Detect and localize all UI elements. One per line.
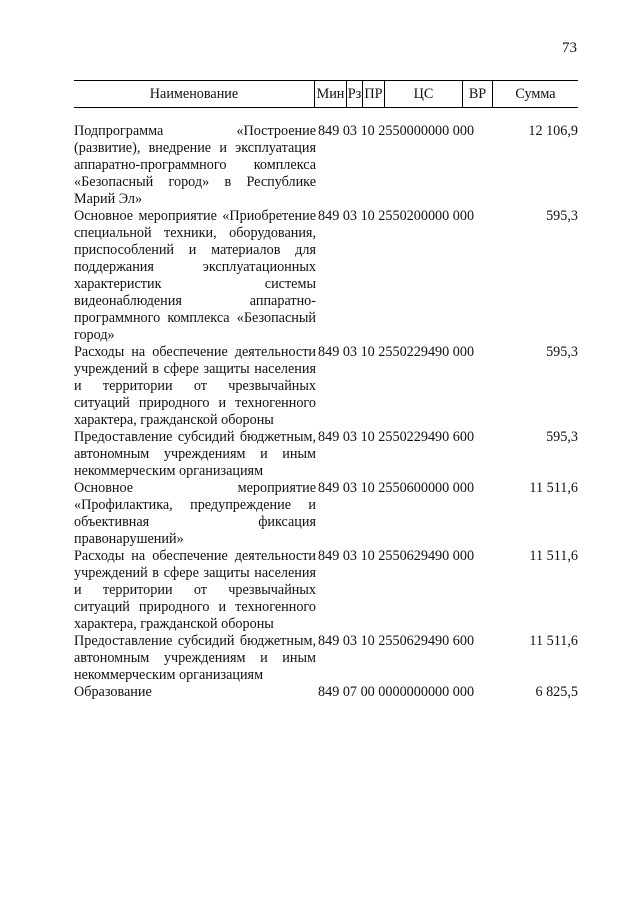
row-sum: 595,3: [546, 429, 578, 445]
row-sum: 11 511,6: [529, 548, 578, 564]
row-cs: 2550229490: [378, 344, 450, 360]
row-rz: 03: [342, 480, 358, 496]
header-vr: ВР: [462, 81, 492, 107]
row-name: Подпрограмма «Построение (развитие), внедрение и эксплуатация аппаратно-программного комплекса «Безопасный город» в Республике Марий Эл»: [74, 123, 316, 207]
row-rz: 07: [342, 684, 358, 700]
row-pr: 10: [360, 208, 375, 224]
row-vr: 000: [452, 548, 475, 564]
row-cs: 2550629490: [378, 548, 450, 564]
row-codes: [318, 480, 498, 497]
table-row: [74, 480, 578, 548]
row-min: 849: [318, 548, 340, 564]
row-name: Расходы на обеспечение деятельности учреждений в сфере защиты населения и территории от чрезвычайных ситуаций природного и техногенного характера, гражданской обороны: [74, 344, 316, 428]
page-number: 73: [562, 40, 577, 56]
row-pr: 10: [360, 633, 375, 649]
table-row: [74, 208, 578, 344]
row-vr: 000: [452, 344, 475, 360]
row-vr: 000: [452, 480, 475, 496]
row-rz: 03: [342, 208, 358, 224]
row-sum: 6 825,5: [535, 684, 578, 700]
row-rz: 03: [342, 429, 358, 445]
row-codes: [318, 208, 498, 225]
row-vr: 000: [452, 684, 475, 700]
row-cs: 2550200000: [378, 208, 450, 224]
row-name: Расходы на обеспечение деятельности учреждений в сфере защиты населения и территории от чрезвычайных ситуаций природного и техногенного характера, гражданской обороны: [74, 548, 316, 632]
row-cs: 2550000000: [378, 123, 450, 139]
budget-table: [74, 80, 578, 701]
row-cs: 2550600000: [378, 480, 450, 496]
table-row: [74, 684, 578, 701]
row-sum: 11 511,6: [529, 633, 578, 649]
row-min: 849: [318, 684, 340, 700]
row-name: Предоставление субсидий бюджетным, автономным учреждениям и иным некоммерческим организациям: [74, 633, 316, 683]
row-sum: 595,3: [546, 344, 578, 360]
row-codes: [318, 684, 498, 701]
row-name: Основное мероприятие «Приобретение специальной техники, оборудования, приспособлений и материалов для поддержания эксплуатационных характеристик системы видеонаблюдения аппаратно-программного комплекса «Безопасный город»: [74, 208, 316, 343]
row-pr: 10: [360, 548, 375, 564]
row-name: Образование: [74, 684, 152, 700]
row-min: 849: [318, 344, 340, 360]
header-sum: Сумма: [492, 81, 578, 107]
table-row: [74, 548, 578, 633]
row-min: 849: [318, 208, 340, 224]
row-vr: 600: [452, 633, 475, 649]
table-row: [74, 429, 578, 480]
row-pr: 10: [360, 429, 375, 445]
header-min: Мин: [314, 81, 346, 107]
row-pr: 10: [360, 123, 375, 139]
row-cs: 2550629490: [378, 633, 450, 649]
row-rz: 03: [342, 344, 358, 360]
row-vr: 000: [452, 208, 475, 224]
row-rz: 03: [342, 633, 358, 649]
row-pr: 10: [360, 344, 375, 360]
table-header: [74, 80, 578, 108]
row-pr: 00: [360, 684, 375, 700]
row-vr: 600: [452, 429, 475, 445]
row-pr: 10: [360, 480, 375, 496]
table-row: [74, 633, 578, 684]
row-min: 849: [318, 633, 340, 649]
header-pr: ПР: [362, 81, 384, 107]
row-rz: 03: [342, 548, 358, 564]
row-min: 849: [318, 123, 340, 139]
row-cs: 0000000000: [378, 684, 450, 700]
row-codes: [318, 633, 498, 650]
table-row: [74, 344, 578, 429]
row-sum: 595,3: [546, 208, 578, 224]
row-vr: 000: [452, 123, 475, 139]
header-name: Наименование: [149, 85, 239, 102]
row-name: Предоставление субсидий бюджетным, автономным учреждениям и иным некоммерческим организациям: [74, 429, 316, 479]
header-cs: ЦС: [384, 81, 462, 107]
row-sum: 12 106,9: [528, 123, 578, 139]
table-row: [74, 123, 578, 208]
row-codes: [318, 123, 498, 140]
row-name: Основное мероприятие «Профилактика, предупреждение и объективная фиксация правонарушений»: [74, 480, 316, 547]
row-sum: 11 511,6: [529, 480, 578, 496]
row-codes: [318, 548, 498, 565]
row-min: 849: [318, 429, 340, 445]
table-body: [74, 123, 578, 701]
row-codes: [318, 429, 498, 446]
header-rz: Рз: [346, 81, 362, 107]
row-cs: 2550229490: [378, 429, 450, 445]
row-min: 849: [318, 480, 340, 496]
row-rz: 03: [342, 123, 358, 139]
row-codes: [318, 344, 498, 361]
